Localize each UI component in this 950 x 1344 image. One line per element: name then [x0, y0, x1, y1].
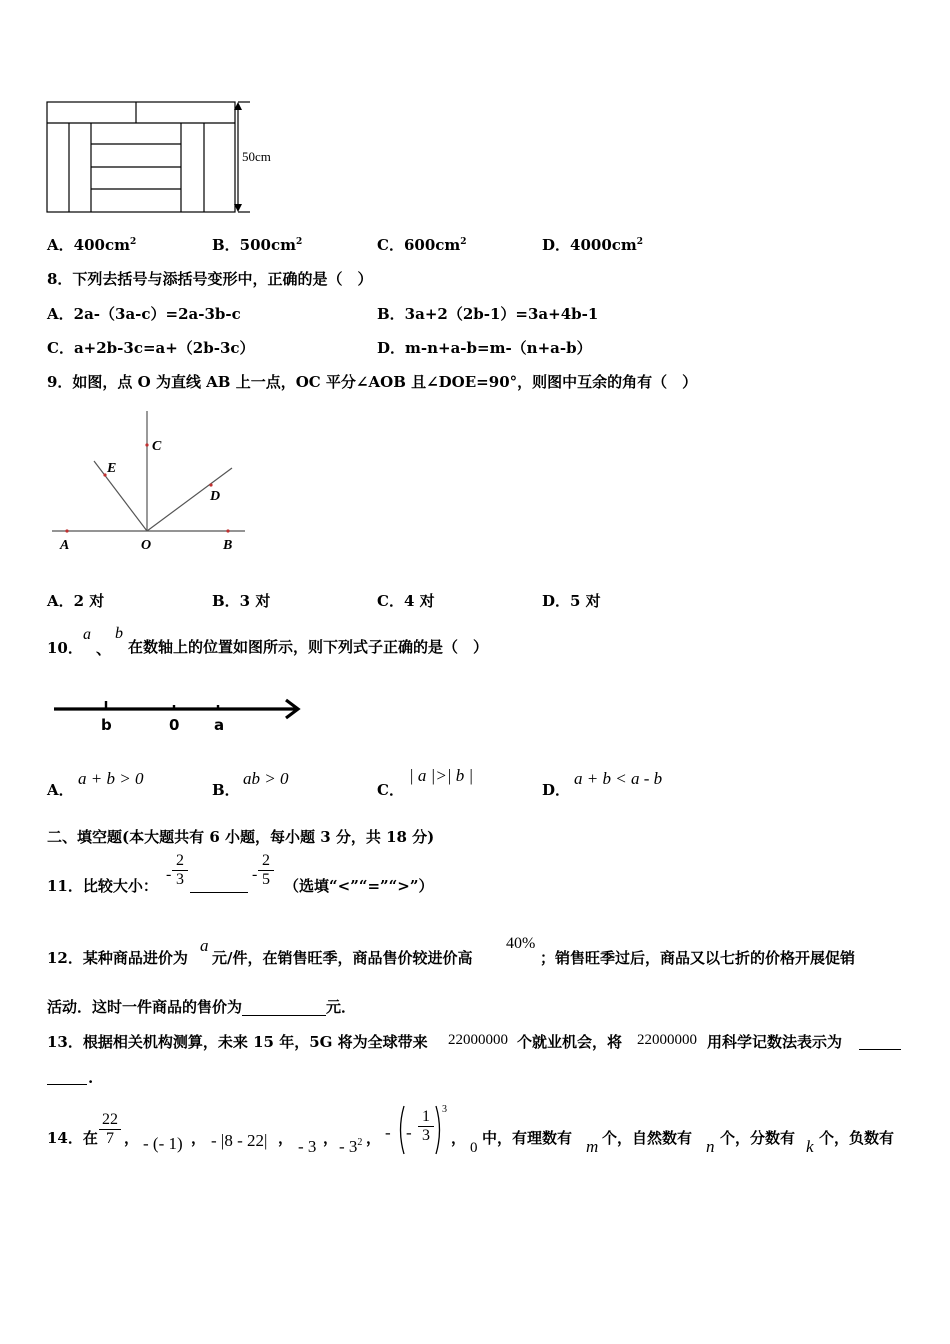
q11-f2-numerator: 2 — [262, 852, 270, 869]
q9-label-e: E — [107, 461, 117, 476]
q12-part2: 元/件，在销售旺季，商品售价较进价高 — [212, 949, 473, 967]
q14-expr-neg-neg-1: - (- 1) — [143, 1134, 183, 1153]
q14-var-k: k — [806, 1137, 814, 1156]
q11-fraction-2 — [258, 852, 274, 889]
q10-option-d-expr: a + b < a - b — [574, 769, 663, 788]
q7-option-b: B．$500cm^2$ — [212, 236, 303, 254]
q14-comma-1: ， — [124, 1129, 140, 1147]
q14-expr-abs: - |8 - 22| — [211, 1131, 268, 1150]
q9-stem: 9．如图，点 O 为直线 AB 上一点，OC 平分∠AOB 且∠DOE=90°，则图中互余的角有（ ） — [47, 373, 698, 391]
q7-figure — [40, 96, 290, 221]
q14-fraction-1-3 — [418, 1108, 434, 1145]
q14-comma-2: ， — [191, 1129, 207, 1147]
q12-part3: ；销售旺季过后，商品又以七折的价格开展促销 — [540, 949, 856, 967]
q14-cube-exponent: 3 — [442, 1104, 447, 1115]
q11-f2-sign: - — [252, 866, 258, 883]
q12-line2: 活动．这时一件商品的售价为 元． — [47, 998, 357, 1016]
q10-separator: 、 — [96, 640, 112, 658]
q10-stem: 在数轴上的位置如图所示，则下列式子正确的是（ ） — [128, 638, 489, 656]
q10-option-a-expr: a + b > 0 — [78, 769, 144, 788]
q9-option-d: D．5 对 — [542, 592, 601, 610]
q13-line2-end: . — [88, 1069, 94, 1087]
q10-axis-a: a — [214, 716, 225, 734]
q13-answer-blank-2 — [47, 1084, 87, 1085]
q14-expr-neg-3: - 3 — [298, 1137, 317, 1156]
section-2-title: 二、填空题(本大题共有 6 小题，每小题 3 分，共 18 分) — [47, 828, 435, 846]
q14-expr-zero: 0 — [470, 1140, 478, 1156]
q7-option-c: C．$600cm^2$ — [377, 236, 467, 254]
q11-fraction-1 — [172, 852, 188, 889]
q13-answer-blank-1 — [859, 1049, 901, 1050]
q11-f1-numerator: 2 — [176, 852, 184, 869]
q14-left-paren — [396, 1104, 406, 1156]
q11-prefix: 11．比较大小： — [47, 877, 158, 895]
q14-expr-neg-3-sq: - $3^2$ — [339, 1137, 363, 1156]
q14-t4: 个，负数有 — [819, 1129, 895, 1147]
q8-option-a: A．2a-（3a-c）=2a-3b-c — [47, 305, 241, 323]
q9-label-o: O — [141, 538, 152, 553]
q14-cube-denominator: 3 — [422, 1127, 430, 1144]
q13-num2: 22000000 — [637, 1032, 697, 1048]
q14-comma-5: ， — [366, 1129, 382, 1147]
q12-part1: 12．某种商品进价为 — [47, 949, 188, 967]
q9-label-b: B — [223, 538, 233, 553]
q12-var-a: a — [200, 936, 209, 955]
q10-axis-zero: 0 — [169, 716, 180, 734]
q10-number-line — [50, 692, 310, 740]
q14-t1: 中，有理数有 — [482, 1129, 573, 1147]
q14-prefix: 14．在 — [47, 1129, 98, 1147]
q11-f1-denominator: 3 — [176, 871, 184, 888]
q14-comma-3: ， — [278, 1129, 294, 1147]
q13-num1: 22000000 — [448, 1032, 508, 1048]
q13-part3: 用科学记数法表示为 — [707, 1033, 843, 1051]
q10-axis-b: b — [101, 716, 112, 734]
q14-cube-numerator: 1 — [422, 1108, 430, 1125]
q14-comma-4: ， — [323, 1129, 339, 1147]
q10-option-b-expr: ab > 0 — [243, 769, 289, 788]
q14-f-numerator: 22 — [102, 1111, 118, 1128]
q10-var-b: b — [115, 625, 123, 642]
q13-part1: 13．根据相关机构测算，未来 15 年，5G 将为全球带来 — [47, 1033, 428, 1051]
q7-option-a: A．$400cm^2$ — [47, 236, 137, 254]
q10-option-a-label: A． — [47, 781, 74, 799]
q10-option-c-expr: | a |>| b | — [409, 766, 474, 785]
q8-option-d: D．m-n+a-b=m-（n+a-b） — [377, 339, 592, 357]
q13-part2: 个就业机会，将 — [517, 1033, 623, 1051]
q14-expr-cube-inner-sign: - — [406, 1123, 412, 1142]
q9-label-a: A — [60, 538, 70, 553]
q8-stem: 8．下列去括号与添括号变形中，正确的是（ ） — [47, 270, 373, 288]
q14-expr-cube-sign: - — [385, 1123, 391, 1142]
q7-dim-label: 50cm — [242, 149, 271, 164]
q10-option-d-label: D． — [542, 781, 571, 799]
q9-option-a: A．2 对 — [47, 592, 105, 610]
q14-f-denominator: 7 — [106, 1130, 114, 1147]
q10-var-a: a — [83, 626, 91, 643]
q14-var-n: n — [706, 1137, 715, 1156]
q9-option-c: C．4 对 — [377, 592, 435, 610]
q12-answer-blank — [242, 1015, 326, 1016]
q14-fraction-22-7 — [99, 1111, 121, 1148]
q10-option-c-label: C． — [377, 781, 404, 799]
q10-number: 10． — [47, 639, 83, 657]
q12-percent: 40% — [506, 935, 536, 952]
q14-var-m: m — [586, 1137, 599, 1156]
q11-suffix: （选填“<”“=”“>”） — [284, 877, 434, 895]
q11-f2-denominator: 5 — [262, 871, 270, 888]
q7-option-d: D．$4000cm^2$ — [542, 236, 644, 254]
q14-comma-6: ， — [451, 1129, 467, 1147]
q10-option-b-label: B． — [212, 781, 240, 799]
q14-t3: 个，分数有 — [720, 1129, 796, 1147]
q11-f1-sign: - — [166, 866, 172, 883]
q14-t2: 个，自然数有 — [602, 1129, 693, 1147]
q8-option-c: C．a+2b-3c=a+（2b-3c） — [47, 339, 255, 357]
q9-option-b: B．3 对 — [212, 592, 271, 610]
q9-figure — [45, 405, 255, 555]
q9-label-c: C — [152, 439, 162, 454]
q9-label-d: D — [210, 489, 221, 504]
q8-option-b: B．3a+2（2b-1）=3a+4b-1 — [377, 305, 599, 323]
q11-answer-blank — [190, 892, 248, 893]
